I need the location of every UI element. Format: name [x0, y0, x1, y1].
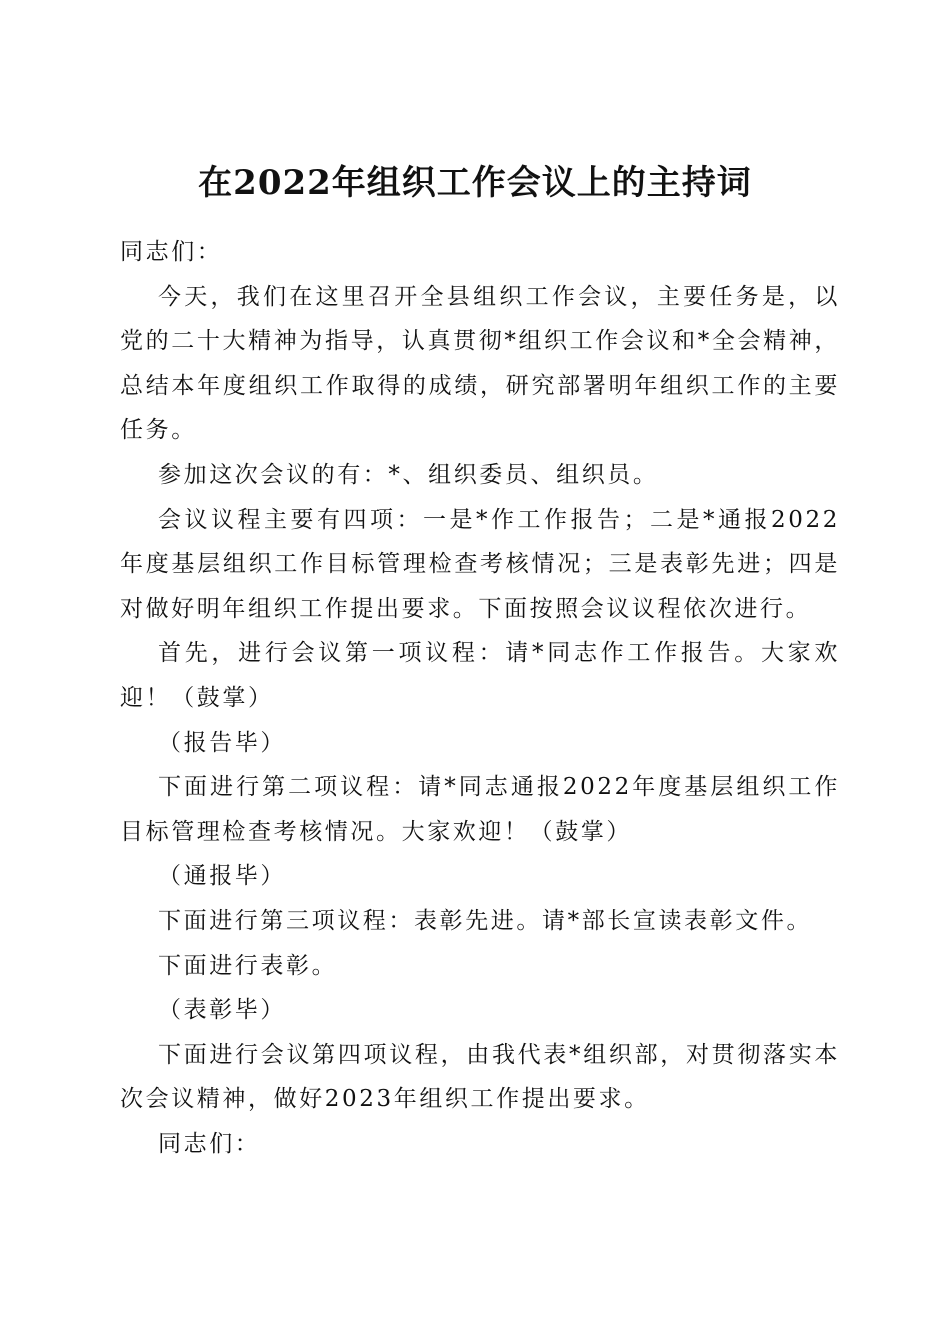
document-title: 在2022年组织工作会议上的主持词 [198, 162, 752, 203]
paragraph-agenda-item-2: 下面进行第二项议程：请*同志通报2022年度基层组织工作目标管理检查考核情况。大家欢迎！（鼓掌） [120, 774, 840, 845]
paragraph-agenda: 会议议程主要有四项：一是*作工作报告；二是*通报2022年度基层组织工作目标管理检查考核情况；三是表彰先进；四是对做好明年组织工作提出要求。下面按照会议议程依次进行。 [120, 506, 840, 622]
paragraph-commendation: 下面进行表彰。 [158, 952, 338, 979]
paragraph-agenda-item-1: 首先，进行会议第一项议程：请*同志作工作报告。大家欢迎！（鼓掌） [120, 640, 840, 711]
paragraph-closing-salutation: 同志们： [158, 1130, 261, 1157]
paragraph-notice-done: （通报毕） [158, 863, 286, 890]
paragraph-commendation-done: （表彰毕） [158, 997, 286, 1024]
paragraph-agenda-item-3: 下面进行第三项议程：表彰先进。请*部长宣读表彰文件。 [158, 907, 813, 934]
document-body [120, 230, 840, 1166]
paragraph-attendees: 参加这次会议的有：*、组织委员、组织员。 [158, 461, 659, 488]
paragraph-report-done: （报告毕） [158, 729, 286, 756]
paragraph-meeting-purpose: 今天，我们在这里召开全县组织工作会议，主要任务是，以党的二十大精神为指导，认真贯彻*组织工作会议和*全会精神，总结本年度组织工作取得的成绩，研究部署明年组织工作的主要任务。 [120, 283, 840, 444]
salutation: 同志们： [120, 239, 223, 265]
paragraph-agenda-item-4: 下面进行会议第四项议程，由我代表*组织部，对贯彻落实本次会议精神，做好2023年组织工作提出要求。 [120, 1041, 840, 1113]
